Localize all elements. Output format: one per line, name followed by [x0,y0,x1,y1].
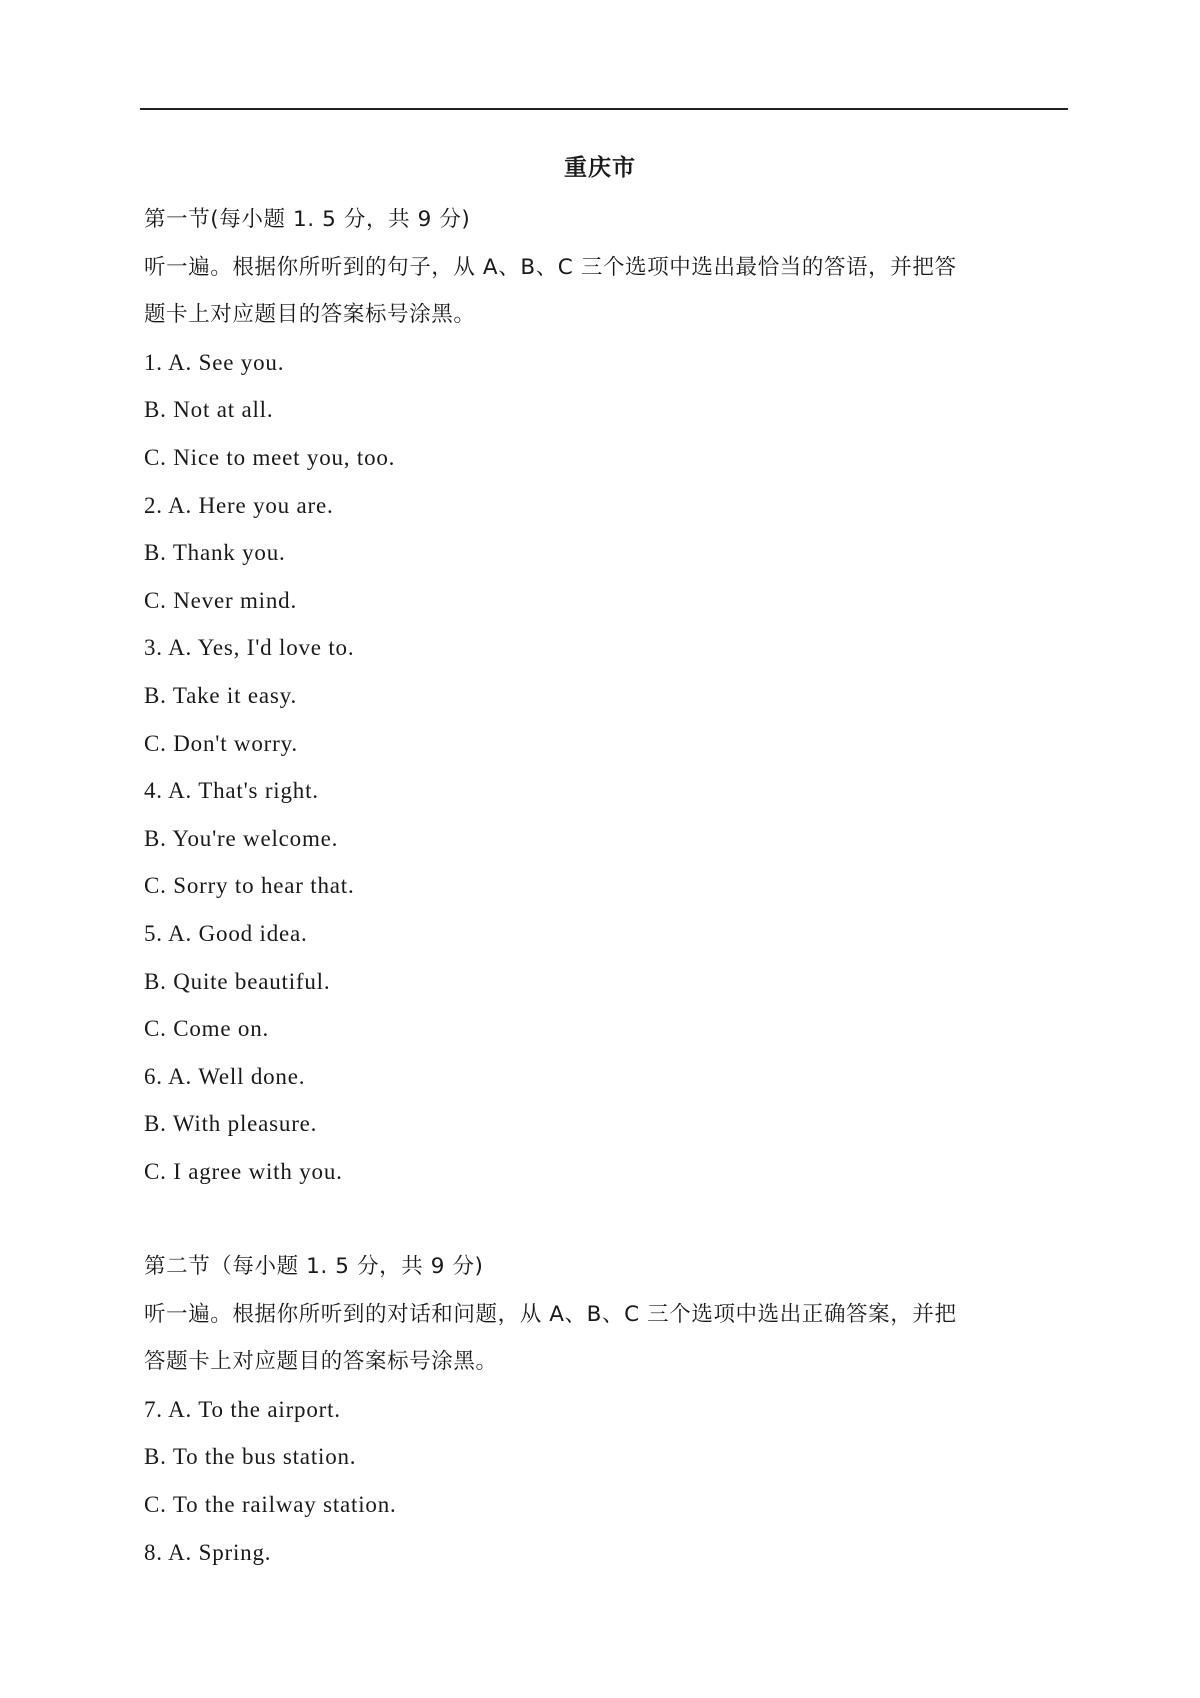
question-6-option-a: 6. A. Well done. [144,1063,306,1089]
question-6-option-c: C. I agree with you. [144,1158,343,1184]
question-7-option-b: B. To the bus station. [144,1444,357,1470]
question-3-option-a: 3. A. Yes, I'd love to. [144,635,355,661]
section1-instruction: 听一遍。根据你所听到的句子，从 A、B、C 三个选项中选出最恰当的答语，并把答 [144,254,957,280]
section2-heading: 第二节（每小题 1. 5 分，共 9 分) [144,1254,484,1280]
question-4-option-c: C. Sorry to hear that. [144,873,355,899]
section1-instruction-cont: 题卡上对应题目的答案标号涂黑。 [144,302,476,328]
question-4-option-b: B. You're welcome. [144,825,339,851]
question-1-option-a: 1. A. See you. [144,349,285,375]
question-5-option-c: C. Come on. [144,1016,270,1042]
question-2-option-c: C. Never mind. [144,587,298,613]
question-5-option-b: B. Quite beautiful. [144,968,331,994]
section2-instruction: 听一遍。根据你所听到的对话和问题，从 A、B、C 三个选项中选出正确答案，并把 [144,1301,957,1327]
document-body [144,196,1064,1576]
question-6-option-b: B. With pleasure. [144,1111,318,1137]
question-4-option-a: 4. A. That's right. [144,778,319,804]
section1-heading: 第一节(每小题 1. 5 分，共 9 分) [144,207,471,232]
question-5-option-a: 5. A. Good idea. [144,920,308,946]
section2-instruction-cont: 答题卡上对应题目的答案标号涂黑。 [144,1349,498,1375]
question-2-option-a: 2. A. Here you are. [144,492,334,518]
question-1-option-c: C. Nice to meet you, too. [144,444,396,470]
question-8-option-a: 8. A. Spring. [144,1539,272,1565]
question-1-option-b: B. Not at all. [144,397,274,423]
section-gap [144,1195,1064,1243]
question-3-option-b: B. Take it easy. [144,682,297,708]
question-7-option-a: 7. A. To the airport. [144,1396,341,1422]
question-3-option-c: C. Don't worry. [144,730,298,756]
header-rule [140,108,1068,110]
document-title: 重庆市 [564,155,636,181]
question-2-option-b: B. Thank you. [144,540,286,566]
question-7-option-c: C. To the railway station. [144,1492,397,1518]
